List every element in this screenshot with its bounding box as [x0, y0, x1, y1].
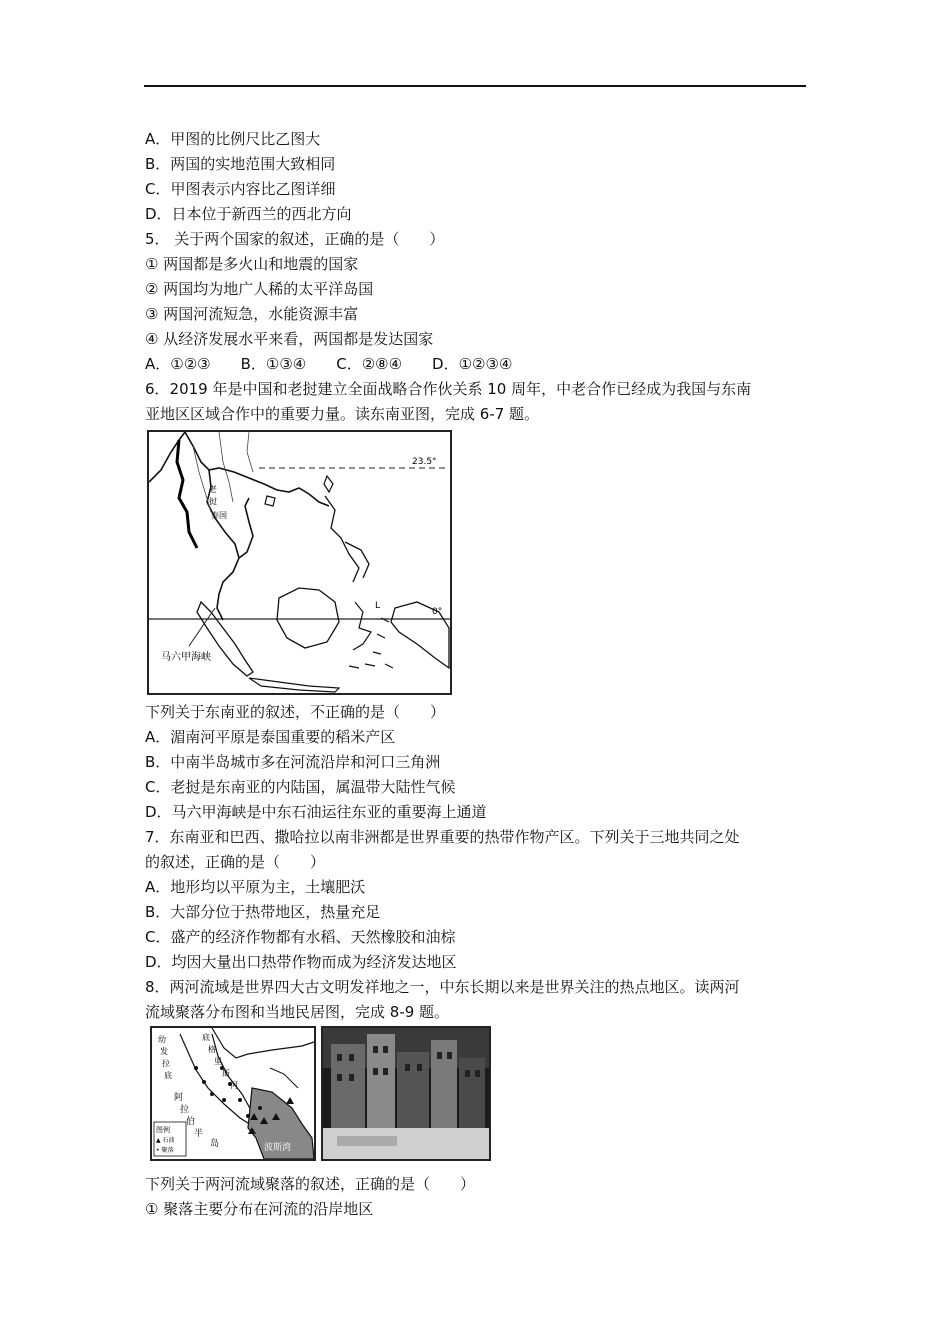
option-a-q6: A．湄南河平原是泰国重要的稻米产区	[145, 728, 396, 746]
strait-pointer	[189, 608, 215, 646]
thailand-label: 泰国	[211, 511, 227, 520]
taiwan-island	[324, 476, 333, 492]
euph-char-2: 发	[160, 1047, 168, 1056]
tropic-label: 23.5°	[412, 457, 437, 467]
tower-3	[397, 1052, 429, 1130]
tigr-char-5: 河	[230, 1081, 238, 1090]
southeast-asia-map	[147, 430, 452, 695]
option-d-q7: D．均因大量出口热带作物而成为经济发达地区	[145, 953, 457, 971]
question-7-line1: 7．东南亚和巴西、撒哈拉以南非洲都是世界重要的热带作物产区。下列关于三地共同之处	[145, 828, 740, 846]
gulf-label: 波斯湾	[264, 1143, 292, 1153]
legend-title: 图例	[156, 1126, 170, 1134]
euph-char-4: 底	[164, 1071, 172, 1080]
borneo-island	[277, 588, 339, 648]
header-rule	[144, 85, 806, 87]
question-8-line1: 8．两河流域是世界四大古文明发祥地之一，中东长期以来是世界关注的热点地区。读两河	[145, 978, 740, 996]
tower-5	[459, 1058, 485, 1130]
option-d-q6: D．马六甲海峡是中东石油运往东亚的重要海上通道	[145, 803, 487, 821]
small-islands	[349, 618, 393, 668]
statement-4: ④ 从经济发展水平来看，两国都是发达国家	[145, 330, 434, 348]
tigr-char-2: 格	[208, 1045, 216, 1054]
map-mark-label: L	[375, 601, 381, 611]
legend-oil: ▲ 石油	[156, 1137, 175, 1144]
strait-label: 马六甲海峡	[161, 652, 211, 663]
option-a-q4: A．甲图的比例尺比乙图大	[145, 130, 321, 148]
tigr-char-3: 里	[214, 1057, 222, 1066]
euph-char-3: 拉	[162, 1059, 170, 1068]
options-q5: A．①②③ B．①③④ C．②⑧④ D．①②③④	[145, 355, 513, 373]
statement-q8-1: ① 聚落主要分布在河流的沿岸地区	[145, 1200, 374, 1218]
tower-4	[431, 1040, 457, 1130]
euphrates-river	[180, 1034, 256, 1128]
ara-char-5: 岛	[210, 1139, 220, 1149]
rivers	[193, 432, 253, 512]
statement-3: ③ 两国河流短急，水能资源丰富	[145, 305, 359, 323]
question-8-line2: 流域聚落分布图和当地民居图，完成 8-9 题。	[145, 1003, 450, 1021]
euph-char-1: 幼	[158, 1035, 166, 1044]
northern-coast	[212, 1028, 314, 1058]
laos-label-2: 挝	[209, 497, 217, 506]
sumatra-island	[197, 602, 253, 676]
option-c-q4: C．甲图表示内容比乙图详细	[145, 180, 336, 198]
tower-2	[367, 1034, 395, 1130]
legend-settlement: • 聚落	[156, 1147, 174, 1154]
question-8-stem: 下列关于两河流域聚落的叙述，正确的是（ ）	[145, 1175, 476, 1193]
question-6-stem: 下列关于东南亚的叙述，不正确的是（ ）	[145, 703, 446, 721]
option-b-q7: B．大部分位于热带地区，热量充足	[145, 903, 381, 921]
question-5: 5． 关于两个国家的叙述，正确的是（ ）	[145, 230, 445, 248]
tower-1	[331, 1044, 365, 1130]
mountain-range	[270, 1068, 298, 1088]
ara-char-2: 拉	[180, 1105, 190, 1115]
equator-label: 0°	[432, 607, 443, 617]
option-a-q7: A．地形均以平原为主，土壤肥沃	[145, 878, 366, 896]
dwelling-photo	[321, 1026, 491, 1161]
java-island	[249, 678, 339, 692]
ara-char-1: 阿	[174, 1093, 184, 1103]
tigr-char-1: 底	[202, 1033, 210, 1042]
option-b-q6: B．中南半岛城市多在河流沿岸和河口三角洲	[145, 753, 441, 771]
option-c-q6: C．老挝是东南亚的内陆国，属温带大陆性气候	[145, 778, 456, 796]
laos-label-1: 老	[209, 485, 217, 494]
statement-1: ① 两国都是多火山和地震的国家	[145, 255, 359, 273]
philippines-islands	[325, 496, 369, 582]
sulawesi-island	[353, 602, 371, 650]
option-d-q4: D．日本位于新西兰的西北方向	[145, 205, 352, 223]
hainan-island	[265, 496, 275, 506]
option-c-q7: C．盛产的经济作物都有水稻、天然橡胶和油棕	[145, 928, 456, 946]
question-6-line1: 6．2019 年是中国和老挝建立全面战略合作伙关系 10 周年，中老合作已经成为我国与东南	[145, 380, 752, 398]
ara-char-4: 半	[194, 1129, 204, 1139]
tigr-char-4: 斯	[222, 1069, 230, 1078]
option-b-q4: B．两国的实地范围大致相同	[145, 155, 336, 173]
two-rivers-map	[150, 1026, 316, 1161]
question-6-line2: 亚地区区域合作中的重要力量。读东南亚图，完成 6-7 题。	[145, 405, 540, 423]
question-7-line2: 的叙述，正确的是（ ）	[145, 853, 326, 871]
country-border	[177, 440, 197, 548]
ara-char-3: 伯	[186, 1117, 196, 1127]
statement-2: ② 两国均为地广人稀的太平洋岛国	[145, 280, 374, 298]
